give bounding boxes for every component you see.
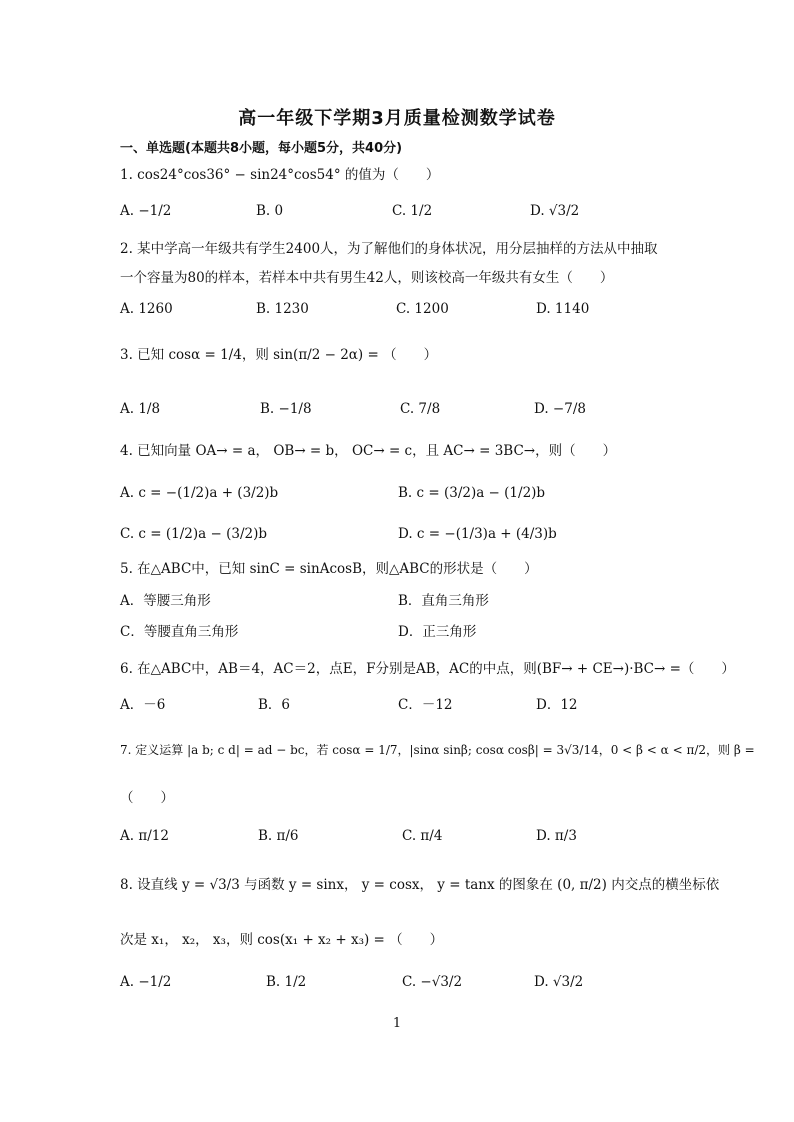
q2-option-a: A. 1260 <box>120 301 173 317</box>
question-4-stem: 4. 已知向量 OA→ = a， OB→ = b， OC→ = c，且 AC→ = 3BC→，则（ ） <box>120 443 617 459</box>
q7-option-a: A. π/12 <box>120 828 169 844</box>
q2-option-c: C. 1200 <box>396 301 449 317</box>
exam-title: 高一年级下学期3月质量检测数学试卷 <box>238 108 556 129</box>
q2-option-d: D. 1140 <box>536 301 590 317</box>
q4-option-d: D. c = −(1/3)a + (4/3)b <box>398 526 557 542</box>
q1-option-d: D. √3/2 <box>530 203 580 219</box>
q1-option-a: A. −1/2 <box>120 203 172 219</box>
question-2-stem-line1: 2. 某中学高一年级共有学生2400人，为了解他们的身体状况，用分层抽样的方法从中抽取 <box>120 241 658 257</box>
page-number: 1 <box>392 1016 402 1031</box>
question-1-stem: 1. cos24°cos36° − sin24°cos54° 的值为（ ） <box>120 167 440 183</box>
question-8-stem-line1: 8. 设直线 y = √3/3 与函数 y = sinx， y = cosx， y = tanx 的图象在 (0, π/2) 内交点的横坐标依 <box>120 877 720 893</box>
q3-option-a: A. 1/8 <box>120 401 161 417</box>
question-7-stem-line2: （ ） <box>120 790 174 806</box>
q4-option-b: B. c = (3/2)a − (1/2)b <box>398 485 546 501</box>
q5-option-b: B．直角三角形 <box>398 593 489 609</box>
question-8-stem-line2: 次是 x₁， x₂， x₃，则 cos(x₁ + x₂ + x₃) = （ ） <box>120 932 444 948</box>
question-2-stem-line2: 一个容量为80的样本，若样本中共有男生42人，则该校高一年级共有女生（ ） <box>120 270 614 286</box>
question-7-stem-line1: 7. 定义运算 |a b; c d| = ad − bc，若 cosα = 1/7，|sinα sinβ; cosα cosβ| = 3√3/14，0 < β < α < π/2，则 β = <box>120 743 755 757</box>
q5-option-c: C．等腰直角三角形 <box>120 624 239 640</box>
question-5-stem: 5. 在△ABC中，已知 sinC = sinAcosB，则△ABC的形状是（ ） <box>120 561 538 577</box>
q4-option-c: C. c = (1/2)a − (3/2)b <box>120 526 267 542</box>
q1-option-b: B. 0 <box>256 203 284 219</box>
q6-option-a: A．－6 <box>120 697 166 713</box>
q3-option-b: B. −1/8 <box>260 401 312 417</box>
q1-option-c: C. 1/2 <box>392 203 433 219</box>
question-3-stem: 3. 已知 cosα = 1/4，则 sin(π/2 − 2α) = （ ） <box>120 347 438 363</box>
q7-option-c: C. π/4 <box>402 828 443 844</box>
q3-option-d: D. −7/8 <box>534 401 586 417</box>
q6-option-c: C．－12 <box>398 697 453 713</box>
q8-option-a: A. −1/2 <box>120 974 172 990</box>
q5-option-d: D．正三角形 <box>398 624 477 640</box>
question-6-stem: 6. 在△ABC中，AB＝4，AC＝2，点E，F分别是AB，AC的中点，则(BF→ + CE→)·BC→ =（ ） <box>120 661 735 677</box>
q6-option-d: D．12 <box>536 697 578 713</box>
q7-option-b: B. π/6 <box>258 828 299 844</box>
q2-option-b: B. 1230 <box>256 301 309 317</box>
q5-option-a: A．等腰三角形 <box>120 593 211 609</box>
q8-option-b: B. 1/2 <box>266 974 307 990</box>
section-heading: 一、单选题(本题共8小题，每小题5分，共40分) <box>120 141 403 156</box>
q7-option-d: D. π/3 <box>536 828 577 844</box>
q4-option-a: A. c = −(1/2)a + (3/2)b <box>120 485 279 501</box>
q3-option-c: C. 7/8 <box>400 401 441 417</box>
q8-option-d: D. √3/2 <box>534 974 584 990</box>
q6-option-b: B．6 <box>258 697 291 713</box>
q8-option-c: C. −√3/2 <box>402 974 463 990</box>
